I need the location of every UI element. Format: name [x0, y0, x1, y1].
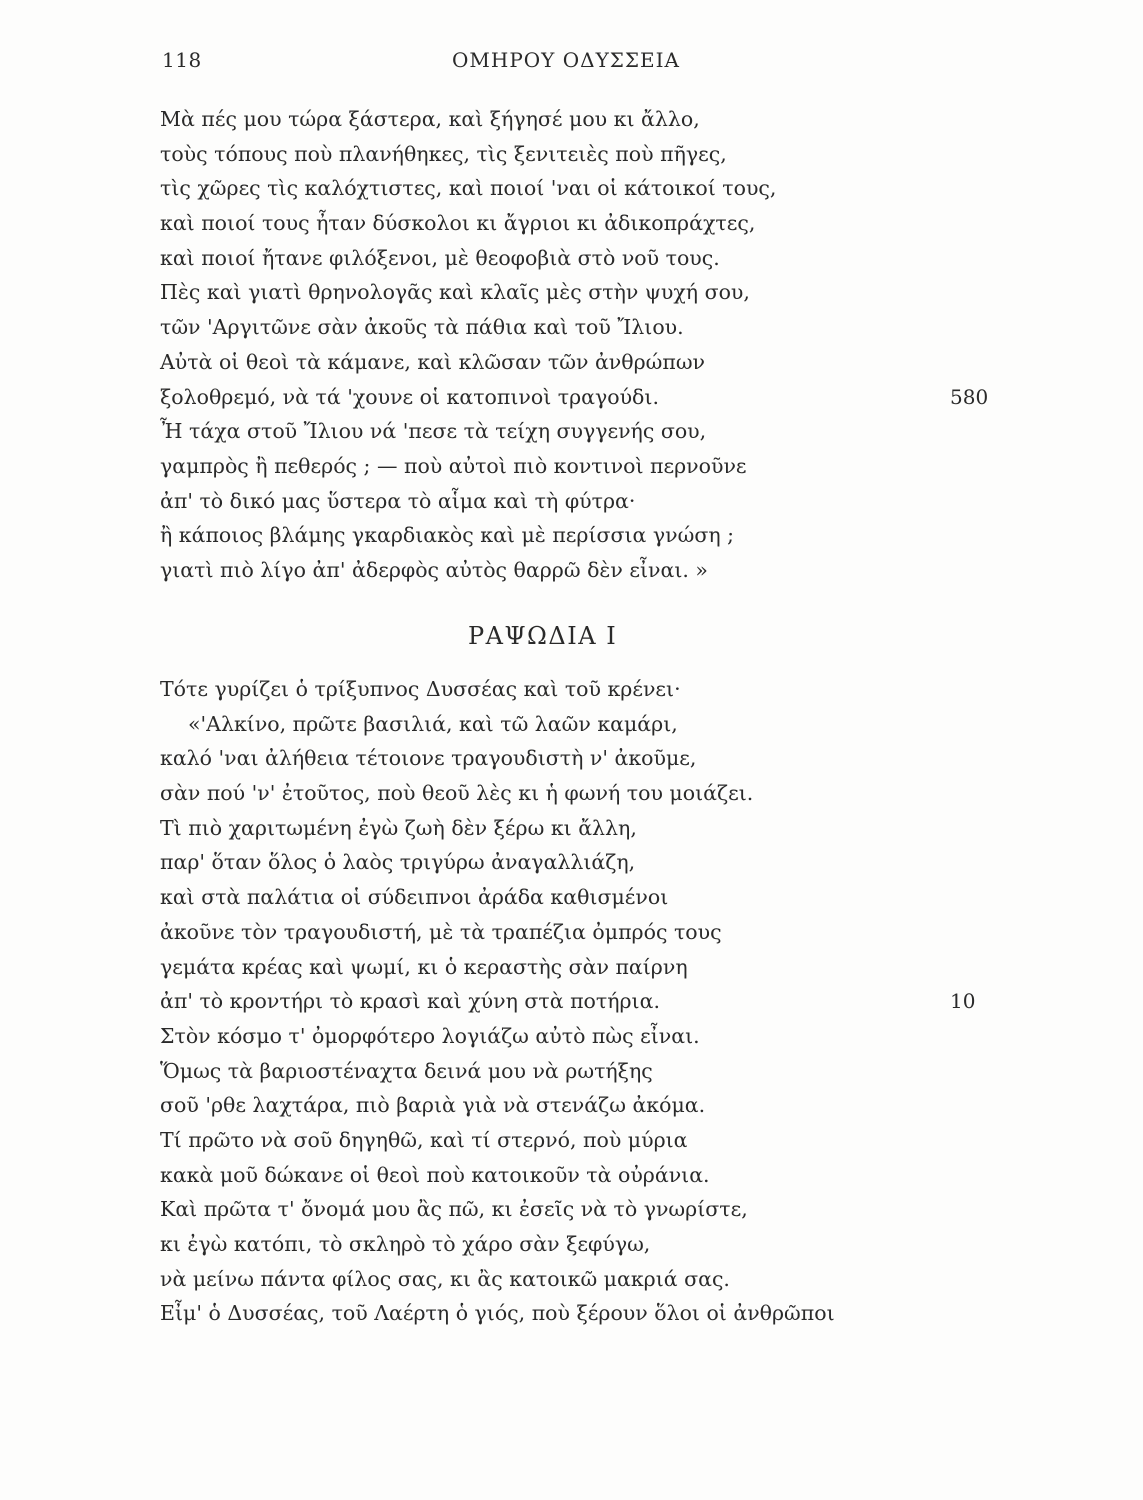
verse-text: Στὸν κόσμο τ' ὀμορφότερο λογιάζω αὐτὸ πὼς εἶναι. — [160, 1023, 700, 1048]
verse-text: Μὰ πές μου τώρα ξάστερα, καὶ ξήγησέ μου κι ἄλλο, — [160, 107, 700, 131]
verse-text: καλό 'ναι ἀλήθεια τέτοιονε τραγουδιστὴ ν' ἀκοῦμε, — [160, 746, 697, 771]
page-number: 118 — [162, 48, 202, 72]
verse-text: καὶ ποιοί τους ἦταν δύσκολοι κι ἄγριοι κι ἀδικοπράχτες, — [160, 211, 756, 236]
verse-line — [160, 1296, 1020, 1331]
verse-line — [160, 553, 1020, 588]
verse-line — [160, 741, 1020, 776]
verse-text: ἀκοῦνε τὸν τραγουδιστή, μὲ τὰ τραπέζια ὀμπρός τους — [160, 919, 722, 944]
verse-text: γεμάτα κρέας καὶ ψωμί, κι ὁ κεραστὴς σὰν παίρνη — [160, 954, 688, 979]
verse-text: ἀπ' τὸ κροντήρι τὸ κρασὶ καὶ χύνη στὰ ποτήρια. — [160, 989, 660, 1014]
verse-text: ξολοθρεμό, νὰ τά 'χουνε οἱ κατοπινοὶ τραγούδι. — [160, 384, 659, 409]
verse-line — [160, 811, 1020, 846]
verse-text: Ἦ τάχα στοῦ Ἴλιου νά 'πεσε τὰ τείχη συγγενής σου, — [160, 419, 707, 444]
verse-line — [160, 1192, 1020, 1227]
verse-line — [160, 1158, 1020, 1193]
verse-text: καὶ ποιοί ἤτανε φιλόξενοι, μὲ θεοφοβιὰ στὸ νοῦ τους. — [160, 245, 720, 270]
verse-text: σοῦ 'ρθε λαχτάρα, πιὸ βαριὰ γιὰ νὰ στενάζω ἀκόμα. — [160, 1093, 706, 1118]
verse-text: κι ἐγὼ κατόπι, τὸ σκληρὸ τὸ χάρο σὰν ξεφύγω, — [160, 1232, 651, 1256]
verse-text: κακὰ μοῦ δώκανε οἱ θεοὶ ποὺ κατοικοῦν τὰ οὐράνια. — [160, 1162, 710, 1187]
verse-text: Ὅμως τὰ βαριοστέναχτα δεινά μου νὰ ρωτήξης — [160, 1058, 653, 1083]
verse-line — [160, 1019, 1020, 1054]
verse-text: Εἶμ' ὁ Δυσσέας, τοῦ Λαέρτη ὁ γιός, ποὺ ξέρουν ὅλοι οἱ ἀνθρῶποι — [160, 1301, 835, 1326]
verse-line — [160, 672, 1020, 707]
verse-text: Πὲς καὶ γιατὶ θρηνολογᾶς καὶ κλαῖς μὲς στὴν ψυχή σου, — [160, 280, 750, 305]
verse-text: καὶ στὰ παλάτια οἱ σύδειπνοι ἀράδα καθισμένοι — [160, 885, 669, 910]
verse-text: γαμπρὸς ἢ πεθερός ; — ποὺ αὐτοὶ πιὸ κοντινοὶ περνοῦνε — [160, 453, 747, 478]
verse-text: «'Αλκίνο, πρῶτε βασιλιά, καὶ τῶ λαῶν καμάρι, — [188, 711, 678, 736]
verse-text: Τί πρῶτο νὰ σοῦ δηγηθῶ, καὶ τί στερνό, ποὺ μύρια — [160, 1127, 688, 1152]
verse-line — [160, 1054, 1020, 1089]
verse-line — [160, 345, 1020, 380]
verse-line — [160, 484, 1020, 519]
verse-line — [160, 137, 1020, 172]
verse-text: σὰν πού 'ν' ἐτοῦτος, ποὺ θεοῦ λὲς κι ἡ φωνή του μοιάζει. — [160, 781, 754, 806]
verse-text: Καὶ πρῶτα τ' ὄνομά μου ἂς πῶ, κι ἐσεῖς νὰ τὸ γνωρίστε, — [160, 1197, 748, 1222]
verse-line — [160, 1227, 1020, 1262]
line-number: 580 — [950, 384, 989, 409]
verse-line — [160, 1262, 1020, 1297]
passage-1 — [160, 102, 1020, 588]
verse-line — [160, 915, 1020, 950]
running-title: ΟΜΗΡΟΥ ΟΔΥΣΣΕΙΑ — [452, 48, 680, 72]
verse-text: Τὶ πιὸ χαριτωμένη ἐγὼ ζωὴ δὲν ξέρω κι ἄλλη, — [160, 815, 637, 840]
verse-line — [160, 776, 1020, 811]
verse-text: νὰ μείνω πάντα φίλος σας, κι ἂς κατοικῶ μακριά σας. — [160, 1266, 730, 1291]
verse-line — [160, 1123, 1020, 1158]
verse-line — [160, 102, 1020, 137]
page-header — [162, 48, 762, 78]
section-title: ΡΑΨΩΔΙΑ Ι — [468, 622, 618, 650]
verse-line — [160, 707, 1020, 742]
verse-text: τὶς χῶρες τὶς καλόχτιστες, καὶ ποιοί 'ναι οἱ κάτοικοί τους, — [160, 176, 777, 201]
passage-2 — [160, 672, 1020, 1331]
verse-text: ἢ κάποιος βλάμης γκαρδιακὸς καὶ μὲ περίσσια γνώση ; — [160, 523, 735, 548]
verse-text: γιατὶ πιὸ λίγο ἀπ' ἀδερφὸς αὐτὸς θαρρῶ δὲν εἶναι. » — [160, 557, 708, 582]
verse-text: Τότε γυρίζει ὁ τρίξυπνος Δυσσέας καὶ τοῦ κρένει· — [160, 677, 681, 701]
verse-line — [160, 206, 1020, 241]
verse-text: ἀπ' τὸ δικό μας ὕστερα τὸ αἷμα καὶ τὴ φύτρα· — [160, 488, 636, 513]
verse-line — [160, 950, 1020, 985]
line-number: 10 — [950, 989, 976, 1014]
verse-line — [160, 449, 1020, 484]
verse-line — [160, 880, 1020, 915]
verse-line — [160, 845, 1020, 880]
verse-line — [160, 241, 1020, 276]
verse-line — [160, 518, 1020, 553]
verse-line — [160, 984, 1020, 1019]
verse-text: τοὺς τόπους ποὺ πλανήθηκες, τὶς ξενιτειὲς ποὺ πῆγες, — [160, 141, 727, 166]
verse-line — [160, 1088, 1020, 1123]
verse-line — [160, 171, 1020, 206]
verse-text: τῶν 'Αργιτῶνε σὰν ἀκοῦς τὰ πάθια καὶ τοῦ Ἴλιου. — [160, 315, 684, 340]
verse-text: παρ' ὅταν ὅλος ὁ λαὸς τριγύρω ἀναγαλλιάζη, — [160, 850, 636, 875]
verse-line — [160, 310, 1020, 345]
verse-text: Αὐτὰ οἱ θεοὶ τὰ κάμανε, καὶ κλῶσαν τῶν ἀνθρώπων — [160, 349, 706, 374]
verse-line — [160, 414, 1020, 449]
verse-line — [160, 380, 1020, 415]
verse-line — [160, 275, 1020, 310]
